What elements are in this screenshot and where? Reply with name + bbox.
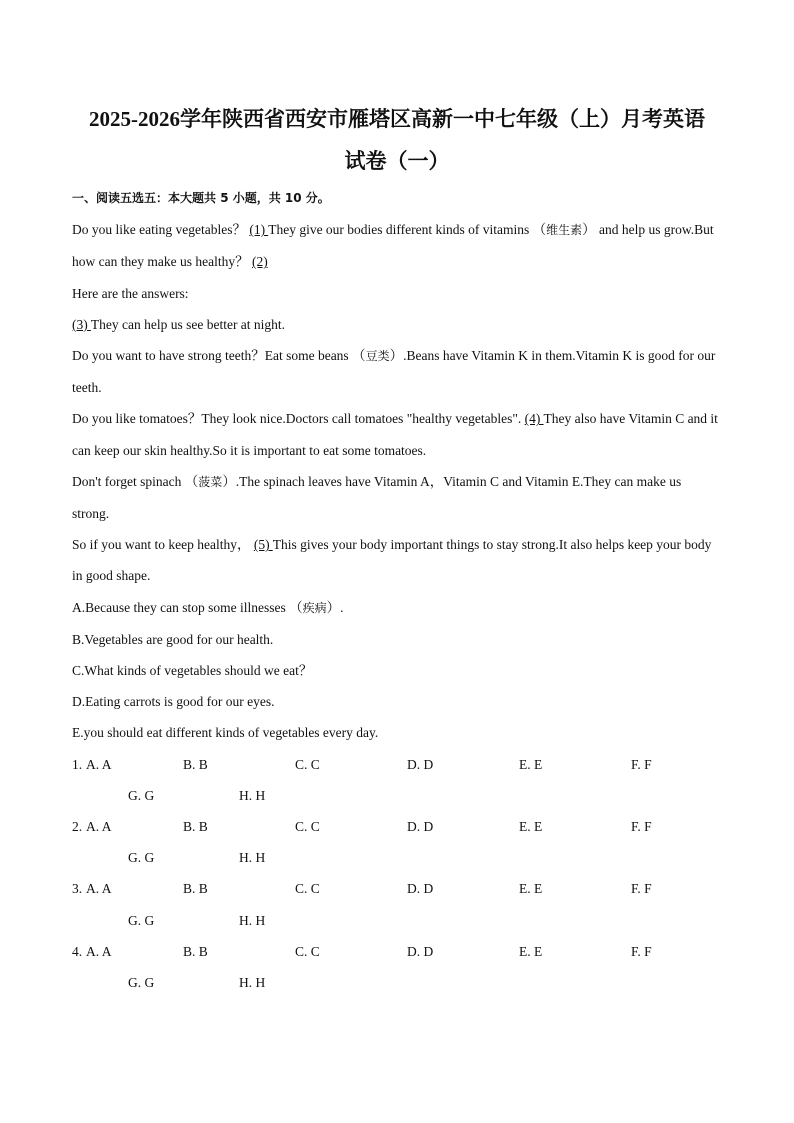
answer-choice[interactable]: E. E (519, 881, 543, 897)
answer-choice[interactable]: C. C (295, 819, 320, 835)
blank-4: (4) (524, 411, 544, 427)
blank-3: (3) (72, 316, 91, 332)
question-list (72, 749, 720, 999)
answer-choice[interactable]: B. B (183, 943, 208, 959)
question-row (72, 873, 720, 904)
answer-choice[interactable]: F. F (631, 819, 652, 835)
question-number: 3. (72, 881, 83, 897)
option-c: C.What kinds of vegetables should we eat？ (72, 663, 313, 679)
blank-2: (2) (251, 254, 268, 270)
answer-choice[interactable]: A. A (86, 756, 112, 772)
answer-choice[interactable]: D. D (407, 756, 434, 772)
blank-1: (1) (249, 222, 269, 238)
passage-paragraph-1: Do you like eating vegetables？ (1) They give our bodies different kinds of vitamins （维生素） and help us grow.But how can they make us healthy？ (2) (72, 222, 714, 270)
answer-choice[interactable]: C. C (295, 756, 320, 772)
passage-paragraph-7: So if you want to keep healthy， (5) This gives your body important things to stay strong.It also helps keep your body in good shape. (72, 537, 712, 584)
answer-choice[interactable]: E. E (519, 819, 543, 835)
exam-content (72, 183, 720, 998)
answer-choice[interactable]: G. G (128, 912, 155, 928)
option-d: D.Eating carrots is good for our eyes. (72, 694, 275, 710)
title-line-1: 2025-2026学年陕西省西安市雁塔区高新一中七年级（上）月考英语 (89, 107, 705, 131)
answer-choice[interactable]: B. B (183, 756, 208, 772)
answer-choice[interactable]: E. E (519, 756, 543, 772)
answer-choice[interactable]: D. D (407, 881, 434, 897)
question-row (72, 811, 720, 842)
answer-choice[interactable]: C. C (295, 943, 320, 959)
question-number: 2. (72, 819, 83, 835)
answer-choice[interactable]: F. F (631, 943, 652, 959)
answer-choice[interactable]: H. H (239, 974, 266, 990)
blank-5: (5) (253, 537, 273, 553)
question-number: 4. (72, 943, 83, 959)
question-row-continued (72, 842, 720, 873)
passage-paragraph-5: Do you like tomatoes？They look nice.Doctors call tomatoes "healthy vegetables". (4) They also have Vitamin C and it can keep our skin healthy.So it is important to eat some tomatoes. (72, 411, 718, 458)
question-row (72, 936, 720, 967)
exam-title (60, 98, 734, 182)
answer-choice[interactable]: D. D (407, 943, 434, 959)
option-b: B.Vegetables are good for our health. (72, 631, 274, 647)
option-a: A.Because they can stop some illnesses （疾病）. (72, 599, 344, 615)
section-heading: 一、阅读五选五：本大题共 5 小题，共 10 分。 (72, 191, 330, 205)
answer-choice[interactable]: H. H (239, 850, 266, 866)
question-number: 1. (72, 756, 83, 772)
answer-choice[interactable]: A. A (86, 943, 112, 959)
answer-choice[interactable]: G. G (128, 787, 155, 803)
title-line-2: 试卷（一） (344, 149, 450, 173)
answer-choice[interactable]: B. B (183, 881, 208, 897)
answer-choice[interactable]: D. D (407, 819, 434, 835)
answer-choice[interactable]: F. F (631, 756, 652, 772)
question-row-continued (72, 905, 720, 936)
passage-paragraph-4: Do you want to have strong teeth？Eat some beans （豆类）.Beans have Vitamin K in them.Vitamin K is good for our teeth. (72, 348, 716, 396)
question-row-continued (72, 780, 720, 811)
passage-paragraph-6: Don't forget spinach （菠菜）.The spinach leaves have Vitamin A，Vitamin C and Vitamin E.They can make us strong. (72, 473, 682, 522)
question-row (72, 749, 720, 780)
answer-choice[interactable]: E. E (519, 943, 543, 959)
option-e: E.you should eat different kinds of vegetables every day. (72, 725, 379, 741)
passage-paragraph-2: Here are the answers: (72, 285, 189, 301)
answer-choice[interactable]: A. A (86, 819, 112, 835)
answer-choice[interactable]: F. F (631, 881, 652, 897)
answer-choice[interactable]: A. A (86, 881, 112, 897)
answer-choice[interactable]: H. H (239, 912, 266, 928)
answer-choice[interactable]: B. B (183, 819, 208, 835)
answer-choice[interactable]: H. H (239, 787, 266, 803)
passage-paragraph-3: (3) They can help us see better at night. (72, 316, 286, 332)
answer-choice[interactable]: G. G (128, 850, 155, 866)
answer-choice[interactable]: C. C (295, 881, 320, 897)
question-row-continued (72, 967, 720, 998)
answer-choice[interactable]: G. G (128, 974, 155, 990)
